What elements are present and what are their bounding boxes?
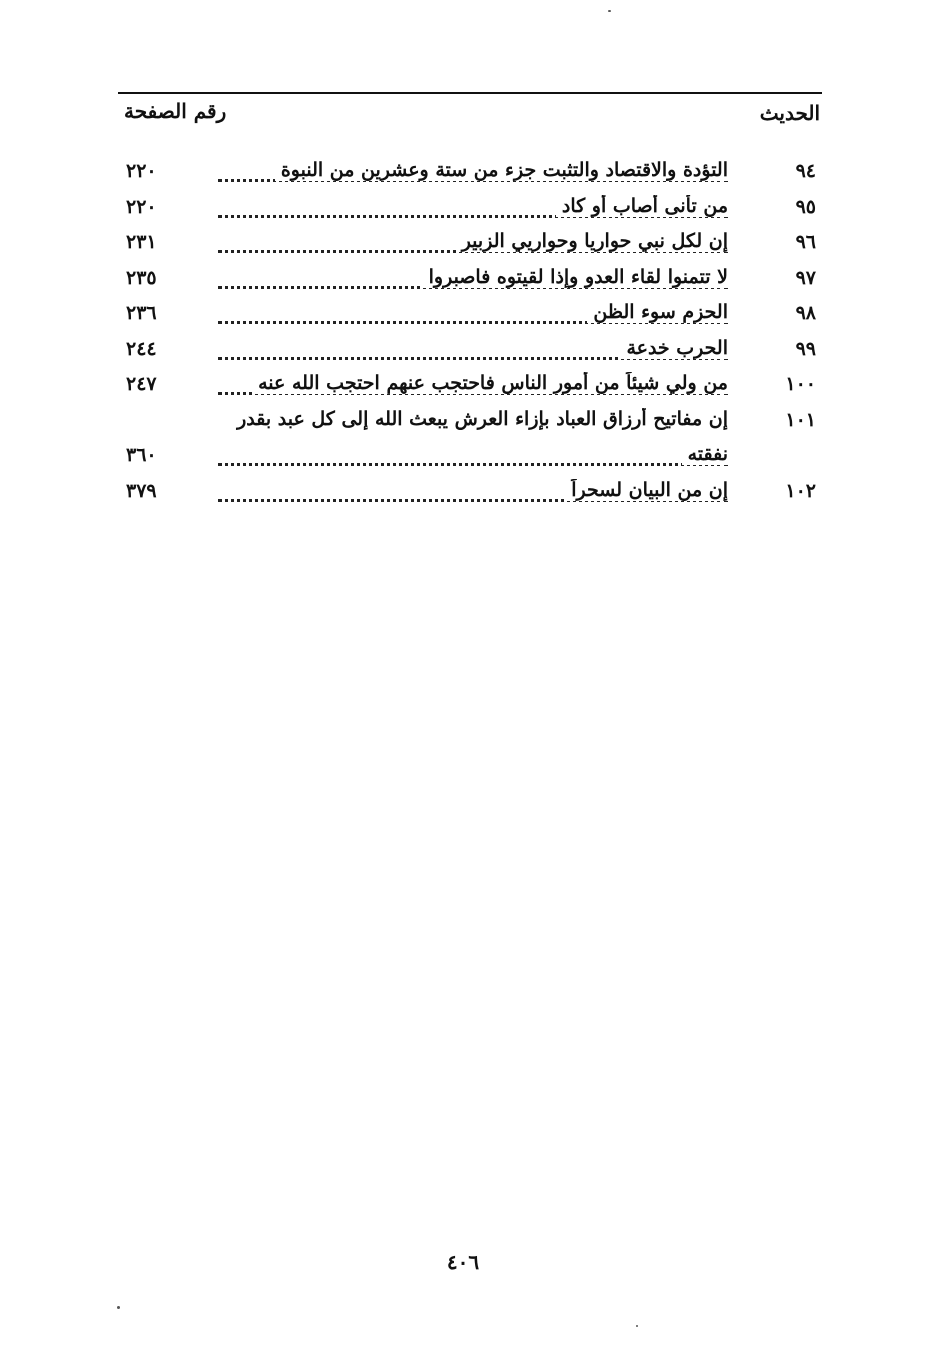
index-row bbox=[118, 156, 822, 192]
page-number: ٤٠٦ bbox=[446, 1250, 480, 1274]
hadith-text: التؤدة والاقتصاد والتثبت جزء من ستة وعشرين من النبوة bbox=[218, 159, 728, 181]
page-reference: ٢٣٥ bbox=[126, 266, 157, 289]
scan-speck bbox=[117, 1306, 120, 1309]
page-reference: ٢٣٦ bbox=[126, 302, 157, 324]
hadith-text-continued: نفقته bbox=[218, 443, 728, 465]
hadith-text: الحرب خدعة bbox=[218, 337, 728, 359]
page-reference: ٣٦٠ bbox=[126, 443, 157, 466]
hadith-number: ١٠١ bbox=[785, 408, 816, 431]
header-rule bbox=[118, 92, 822, 94]
hadith-number: ٩٩ bbox=[795, 337, 816, 360]
index-row bbox=[118, 369, 822, 405]
index-table bbox=[118, 156, 822, 511]
page-reference: ٢٤٤ bbox=[126, 337, 157, 360]
index-row bbox=[118, 227, 822, 263]
page-reference: ٢٤٧ bbox=[126, 373, 157, 395]
column-heading-page-number: رقم الصفحة bbox=[124, 99, 227, 123]
page-reference: ٢٢٠ bbox=[126, 195, 157, 218]
index-row bbox=[118, 334, 822, 370]
column-heading-hadith: الحديث bbox=[759, 101, 820, 125]
hadith-text: من ولي شيئاً من أمور الناس فاحتجب عنهم احتجب الله عنه bbox=[218, 372, 728, 394]
index-row bbox=[118, 405, 822, 476]
page-reference: ٢٣١ bbox=[126, 231, 157, 253]
hadith-text: إن من البيان لسحراً bbox=[218, 479, 728, 501]
hadith-text: إن لكل نبي حواريا وحواريي الزبير bbox=[218, 230, 728, 252]
index-row bbox=[118, 263, 822, 299]
hadith-text: الحزم سوء الظن bbox=[218, 301, 728, 323]
hadith-number: ٩٧ bbox=[795, 266, 816, 289]
index-header bbox=[118, 97, 822, 137]
hadith-number: ٩٤ bbox=[795, 160, 816, 182]
index-row bbox=[118, 192, 822, 228]
hadith-text: من تأنى أصاب أو كاد bbox=[218, 195, 728, 217]
index-row bbox=[118, 476, 822, 512]
page-reference: ٣٧٩ bbox=[126, 479, 157, 502]
hadith-number: ٩٨ bbox=[795, 302, 816, 324]
hadith-number: ٩٦ bbox=[795, 231, 816, 253]
hadith-text: إن مفاتيح أرزاق العباد بإزاء العرش يبعث الله إلى كل عبد بقدر bbox=[237, 407, 728, 430]
index-row bbox=[118, 298, 822, 334]
page-reference: ٢٢٠ bbox=[126, 160, 157, 182]
hadith-number: ٩٥ bbox=[795, 195, 816, 218]
hadith-number: ١٠٢ bbox=[785, 479, 816, 502]
scan-speck bbox=[608, 10, 611, 12]
hadith-text: لا تتمنوا لقاء العدو وإذا لقيتوه فاصبروا bbox=[218, 266, 728, 288]
hadith-number: ١٠٠ bbox=[785, 373, 816, 395]
scan-speck bbox=[636, 1325, 638, 1327]
